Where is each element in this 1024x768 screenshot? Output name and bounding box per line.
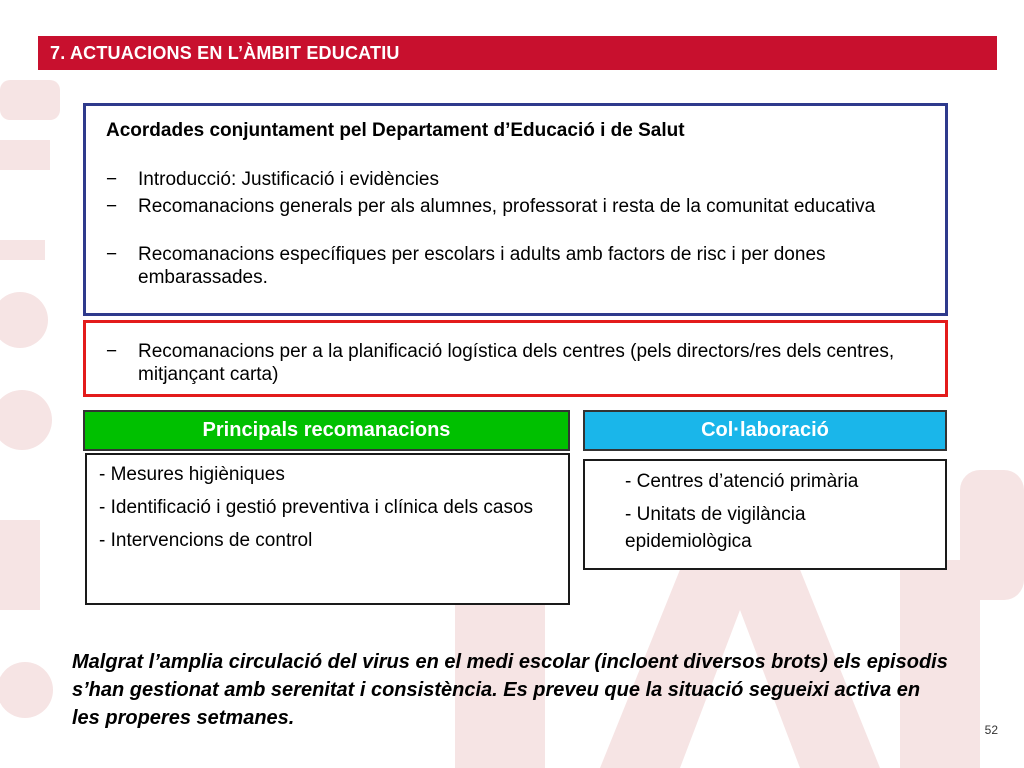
- list-item: - Centres d’atenció primària: [625, 471, 859, 492]
- list-item: - Unitats de vigilància epidemiològica: [625, 504, 806, 552]
- collaboracio-heading: Col·laboració: [583, 410, 947, 451]
- list-item: - Mesures higièniques: [99, 464, 285, 485]
- list-item: − Recomanacions generals per als alumnes, professorat i resta de la comunitat educativa: [106, 196, 876, 217]
- list-item: - Intervencions de control: [99, 530, 313, 551]
- agreed-recommendations-box: [83, 103, 948, 316]
- principals-list: [85, 453, 570, 605]
- list-item: − Recomanacions específiques per escolars i adults amb factors de risc i per dones embarassades.: [106, 244, 826, 288]
- principals-heading: Principals recomanacions: [83, 410, 570, 451]
- section-title: 7. ACTUACIONS EN L’ÀMBIT EDUCATIU: [50, 43, 400, 63]
- list-item: − Introducció: Justificació i evidències: [106, 169, 439, 190]
- conclusion-text: Malgrat l’amplia circulació del virus en el medi escolar (incloent diversos brots) els episodis s’han gestionat amb serenitat i consistència. Es preveu que la situació segueixi activa en les properes setmanes.: [72, 651, 948, 729]
- list-item: − Recomanacions per a la planificació logística dels centres (pels directors/res dels centres, mitjançant carta): [106, 341, 895, 385]
- collaboracio-list: [583, 459, 947, 570]
- section-header: [38, 36, 997, 70]
- logistics-recommendation-box: [83, 320, 948, 397]
- list-item: - Identificació i gestió preventiva i clínica dels casos: [99, 497, 534, 518]
- page-number: 52: [984, 723, 998, 737]
- box-title: Acordades conjuntament pel Departament d’Educació i de Salut: [106, 120, 685, 141]
